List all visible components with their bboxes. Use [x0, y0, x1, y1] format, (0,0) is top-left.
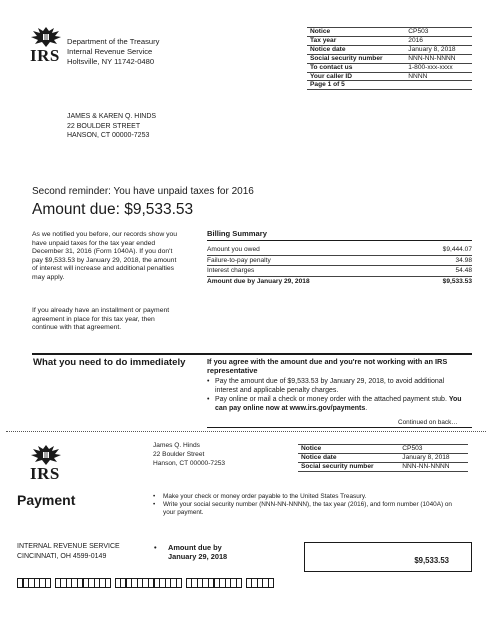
- amount-due-box[interactable]: [304, 542, 472, 572]
- payment-instruction: • Write your social security number (NNN-NN-NNNN), the tax year (2016), and form number (1040A) on your payment.: [153, 501, 463, 517]
- notice-label: Tax year: [307, 36, 405, 45]
- billing-total-value: $9,533.53: [442, 277, 472, 285]
- stub-notice-value: January 8, 2018: [399, 453, 468, 462]
- irs-wordmark: IRS: [30, 46, 60, 65]
- section-divider: [32, 353, 472, 355]
- divider: [207, 240, 472, 241]
- billing-row-label: Failure-to-pay penalty: [207, 256, 271, 264]
- tear-line: [6, 431, 486, 432]
- agency-line: Department of the Treasury: [67, 37, 160, 46]
- scanline-cell: [236, 578, 242, 588]
- installment-paragraph: If you already have an installment or payment agreement in place for this tax year, then continue with that agreement.: [32, 307, 170, 332]
- action-bullet-text: Pay online or mail a check or money order with the attached payment stub.: [215, 396, 449, 404]
- divider: [207, 427, 472, 428]
- billing-row: [207, 266, 472, 277]
- notice-value: 1-800-xxx-xxxx: [405, 63, 472, 72]
- pay-online-link[interactable]: You can pay online now at www.irs.gov/payments: [215, 396, 462, 412]
- payer-line: 22 Boulder Street: [153, 451, 205, 458]
- payment-instruction: • Make your check or money order payable to the United States Treasury.: [153, 493, 463, 501]
- scanline-cell: [105, 578, 111, 588]
- billing-summary-table: [207, 245, 472, 287]
- stub-amount-due-value: $9,533.53: [414, 556, 449, 565]
- scanline-group: [55, 578, 111, 588]
- notice-label: Notice: [307, 28, 405, 37]
- payer-address: [153, 441, 225, 468]
- notice-value: NNNN: [405, 72, 472, 81]
- billing-total-label: Amount due by January 29, 2018: [207, 277, 310, 285]
- agency-line: Internal Revenue Service: [67, 47, 153, 56]
- notice-value: [405, 81, 472, 90]
- notice-label: Your caller ID: [307, 72, 405, 81]
- scanline-cell: [176, 578, 182, 588]
- action-bullet: • Pay the amount due of $9,533.53 by January 29, 2018, to avoid additional interest and applicable penalty charges.: [207, 378, 469, 395]
- payer-line: Hanson, CT 00000-7253: [153, 460, 226, 467]
- agree-heading: If you agree with the amount due and you're not working with an IRS representative: [207, 357, 448, 376]
- billing-total-row: [207, 277, 472, 288]
- scanline-code: [17, 578, 278, 588]
- stub-notice-row: [298, 445, 468, 454]
- irs-wordmark: IRS: [30, 464, 60, 483]
- notice-label: Notice date: [307, 45, 405, 54]
- payment-instructions: [153, 493, 463, 516]
- billing-row-value: $9,444.07: [442, 246, 472, 253]
- bullet-dot: •: [154, 543, 157, 552]
- page-indicator: Page 1 of 5: [307, 81, 405, 90]
- agency-address: [67, 37, 159, 67]
- notice-value: NNN-NN-NNNN: [405, 54, 472, 63]
- agency-line: Holtsville, NY 11742-0480: [67, 57, 155, 66]
- action-heading: What you need to do immediately: [33, 357, 186, 368]
- due-label-line: Amount due by: [168, 543, 222, 552]
- action-bullets: [207, 378, 469, 414]
- explanation-paragraph: As we notified you before, our records show you have unpaid taxes for the tax year ended December 31, 2016 (Form 1040A). If you don't pay $9,533.53 by January 29, 2018, the amount of interest will increase and additional penalties may apply.: [32, 231, 178, 281]
- notice-value: 2016: [405, 36, 472, 45]
- notice-row: [307, 63, 472, 72]
- stub-amount-due-label: [154, 543, 227, 562]
- billing-row-value: 54.48: [455, 267, 472, 275]
- irs-logo: [30, 444, 64, 482]
- billing-summary-title: Billing Summary: [207, 229, 267, 238]
- scanline-group: [186, 578, 242, 588]
- notice-info-table: [307, 27, 472, 90]
- eagle-emblem-icon: [30, 26, 62, 48]
- action-bullet-text: .: [365, 404, 368, 412]
- reminder-subtitle: Second reminder: You have unpaid taxes for 2016: [32, 186, 254, 197]
- billing-row-value: 34.98: [455, 256, 472, 264]
- notice-row: [307, 28, 472, 37]
- irs-logo: [30, 26, 64, 64]
- recipient-line: HANSON, CT 00000-7253: [67, 132, 150, 140]
- scanline-cell: [45, 578, 51, 588]
- recipient-line: 22 BOULDER STREET: [67, 122, 141, 130]
- continued-on-back: Continued on back…: [398, 419, 458, 426]
- payer-line: James Q. Hinds: [153, 442, 200, 449]
- eagle-emblem-icon: [30, 444, 62, 466]
- recipient-address: [67, 112, 156, 141]
- stub-notice-row: [298, 453, 468, 462]
- billing-row-label: Interest charges: [207, 267, 255, 275]
- notice-row: [307, 81, 472, 90]
- stub-notice-label: Notice date: [298, 453, 399, 462]
- irs-address-line: INTERNAL REVENUE SERVICE: [17, 543, 120, 550]
- stub-notice-label: Social security number: [298, 462, 399, 471]
- scanline-group: [17, 578, 51, 588]
- recipient-line: JAMES & KAREN Q. HINDS: [67, 113, 157, 120]
- billing-row-label: Amount you owed: [207, 246, 260, 253]
- stub-notice-value: NNN-NN-NNNN: [399, 462, 468, 471]
- notice-label: Social security number: [307, 54, 405, 63]
- notice-row: [307, 45, 472, 54]
- notice-row: [307, 54, 472, 63]
- amount-due-heading: Amount due: $9,533.53: [32, 201, 194, 218]
- due-label-line: January 29, 2018: [168, 552, 228, 562]
- irs-address-line: CINCINNATI, OH 4599-0149: [17, 553, 107, 560]
- irs-mailing-address: [17, 542, 120, 562]
- stub-notice-label: Notice: [298, 445, 399, 454]
- billing-row: [207, 256, 472, 267]
- scanline-group: [246, 578, 274, 588]
- notice-row: [307, 72, 472, 81]
- payment-title: Payment: [17, 492, 76, 508]
- scanline-cell: [268, 578, 274, 588]
- action-bullet: [207, 396, 469, 413]
- notice-value: CP503: [405, 28, 472, 37]
- stub-notice-value: CP503: [399, 445, 468, 454]
- stub-notice-row: [298, 462, 468, 471]
- notice-value: January 8, 2018: [405, 45, 472, 54]
- notice-label: To contact us: [307, 63, 405, 72]
- billing-row: [207, 245, 472, 256]
- notice-row: [307, 36, 472, 45]
- scanline-group: [115, 578, 182, 588]
- stub-notice-table: [298, 444, 468, 472]
